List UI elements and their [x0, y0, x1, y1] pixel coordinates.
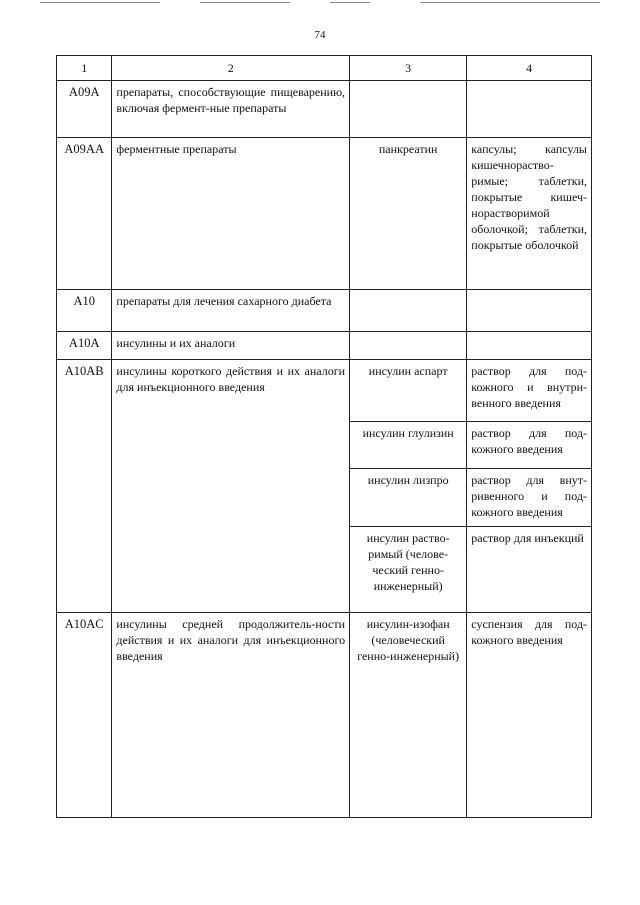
drug-name: [350, 81, 467, 138]
column-header-2: 2: [112, 56, 350, 81]
drug-name: инсулин лизпро: [350, 469, 467, 527]
drug-name: [350, 332, 467, 360]
dosage-form: раствор для под-кожного и внутри-венного введения: [467, 360, 592, 422]
atc-code: A10A: [57, 332, 112, 360]
drug-name: инсулин-изофан (человеческий генно-инженерный): [350, 613, 467, 818]
atc-code: A10AC: [57, 613, 112, 818]
group-name: инсулины короткого действия и их аналоги для инъекционного введения: [112, 360, 350, 613]
dosage-form: [467, 81, 592, 138]
drug-classification-table: [56, 55, 592, 818]
dosage-form: раствор для внут-ривенного и под-кожного введения: [467, 469, 592, 527]
table-row: [57, 138, 592, 290]
dosage-form: [467, 332, 592, 360]
dosage-form: раствор для инъекций: [467, 527, 592, 613]
group-name: препараты, способствующие пищеварению, включая фермент-ные препараты: [112, 81, 350, 138]
dosage-form: капсулы; капсулы кишечнораство-римые; таблетки, покрытые кишеч-норастворимой оболочкой; таблетки, покрытые оболочкой: [467, 138, 592, 290]
table-row: [57, 81, 592, 138]
column-header-1: 1: [57, 56, 112, 81]
drug-name: [350, 290, 467, 332]
drug-name: инсулин аспарт: [350, 360, 467, 422]
scan-top-edge: [0, 0, 640, 6]
dosage-form: раствор для под-кожного введения: [467, 422, 592, 469]
table-row: [57, 360, 592, 422]
group-name: препараты для лечения сахарного диабета: [112, 290, 350, 332]
group-name: инсулины и их аналоги: [112, 332, 350, 360]
table-row: [57, 332, 592, 360]
atc-code: A09A: [57, 81, 112, 138]
dosage-form: [467, 290, 592, 332]
drug-name: инсулин глулизин: [350, 422, 467, 469]
table-row: [57, 613, 592, 818]
atc-code: A09AA: [57, 138, 112, 290]
column-header-4: 4: [467, 56, 592, 81]
atc-code: A10AB: [57, 360, 112, 613]
dosage-form: суспензия для под-кожного введения: [467, 613, 592, 818]
table-row: [57, 290, 592, 332]
drug-name: инсулин раство-римый (челове-ческий генно-инженерный): [350, 527, 467, 613]
column-header-3: 3: [350, 56, 467, 81]
drug-name: панкреатин: [350, 138, 467, 290]
page-number: 74: [314, 29, 326, 41]
group-name: инсулины средней продолжитель-ности действия и их аналоги для инъекционного введения: [112, 613, 350, 818]
atc-code: A10: [57, 290, 112, 332]
column-number-row: [57, 56, 592, 81]
group-name: ферментные препараты: [112, 138, 350, 290]
